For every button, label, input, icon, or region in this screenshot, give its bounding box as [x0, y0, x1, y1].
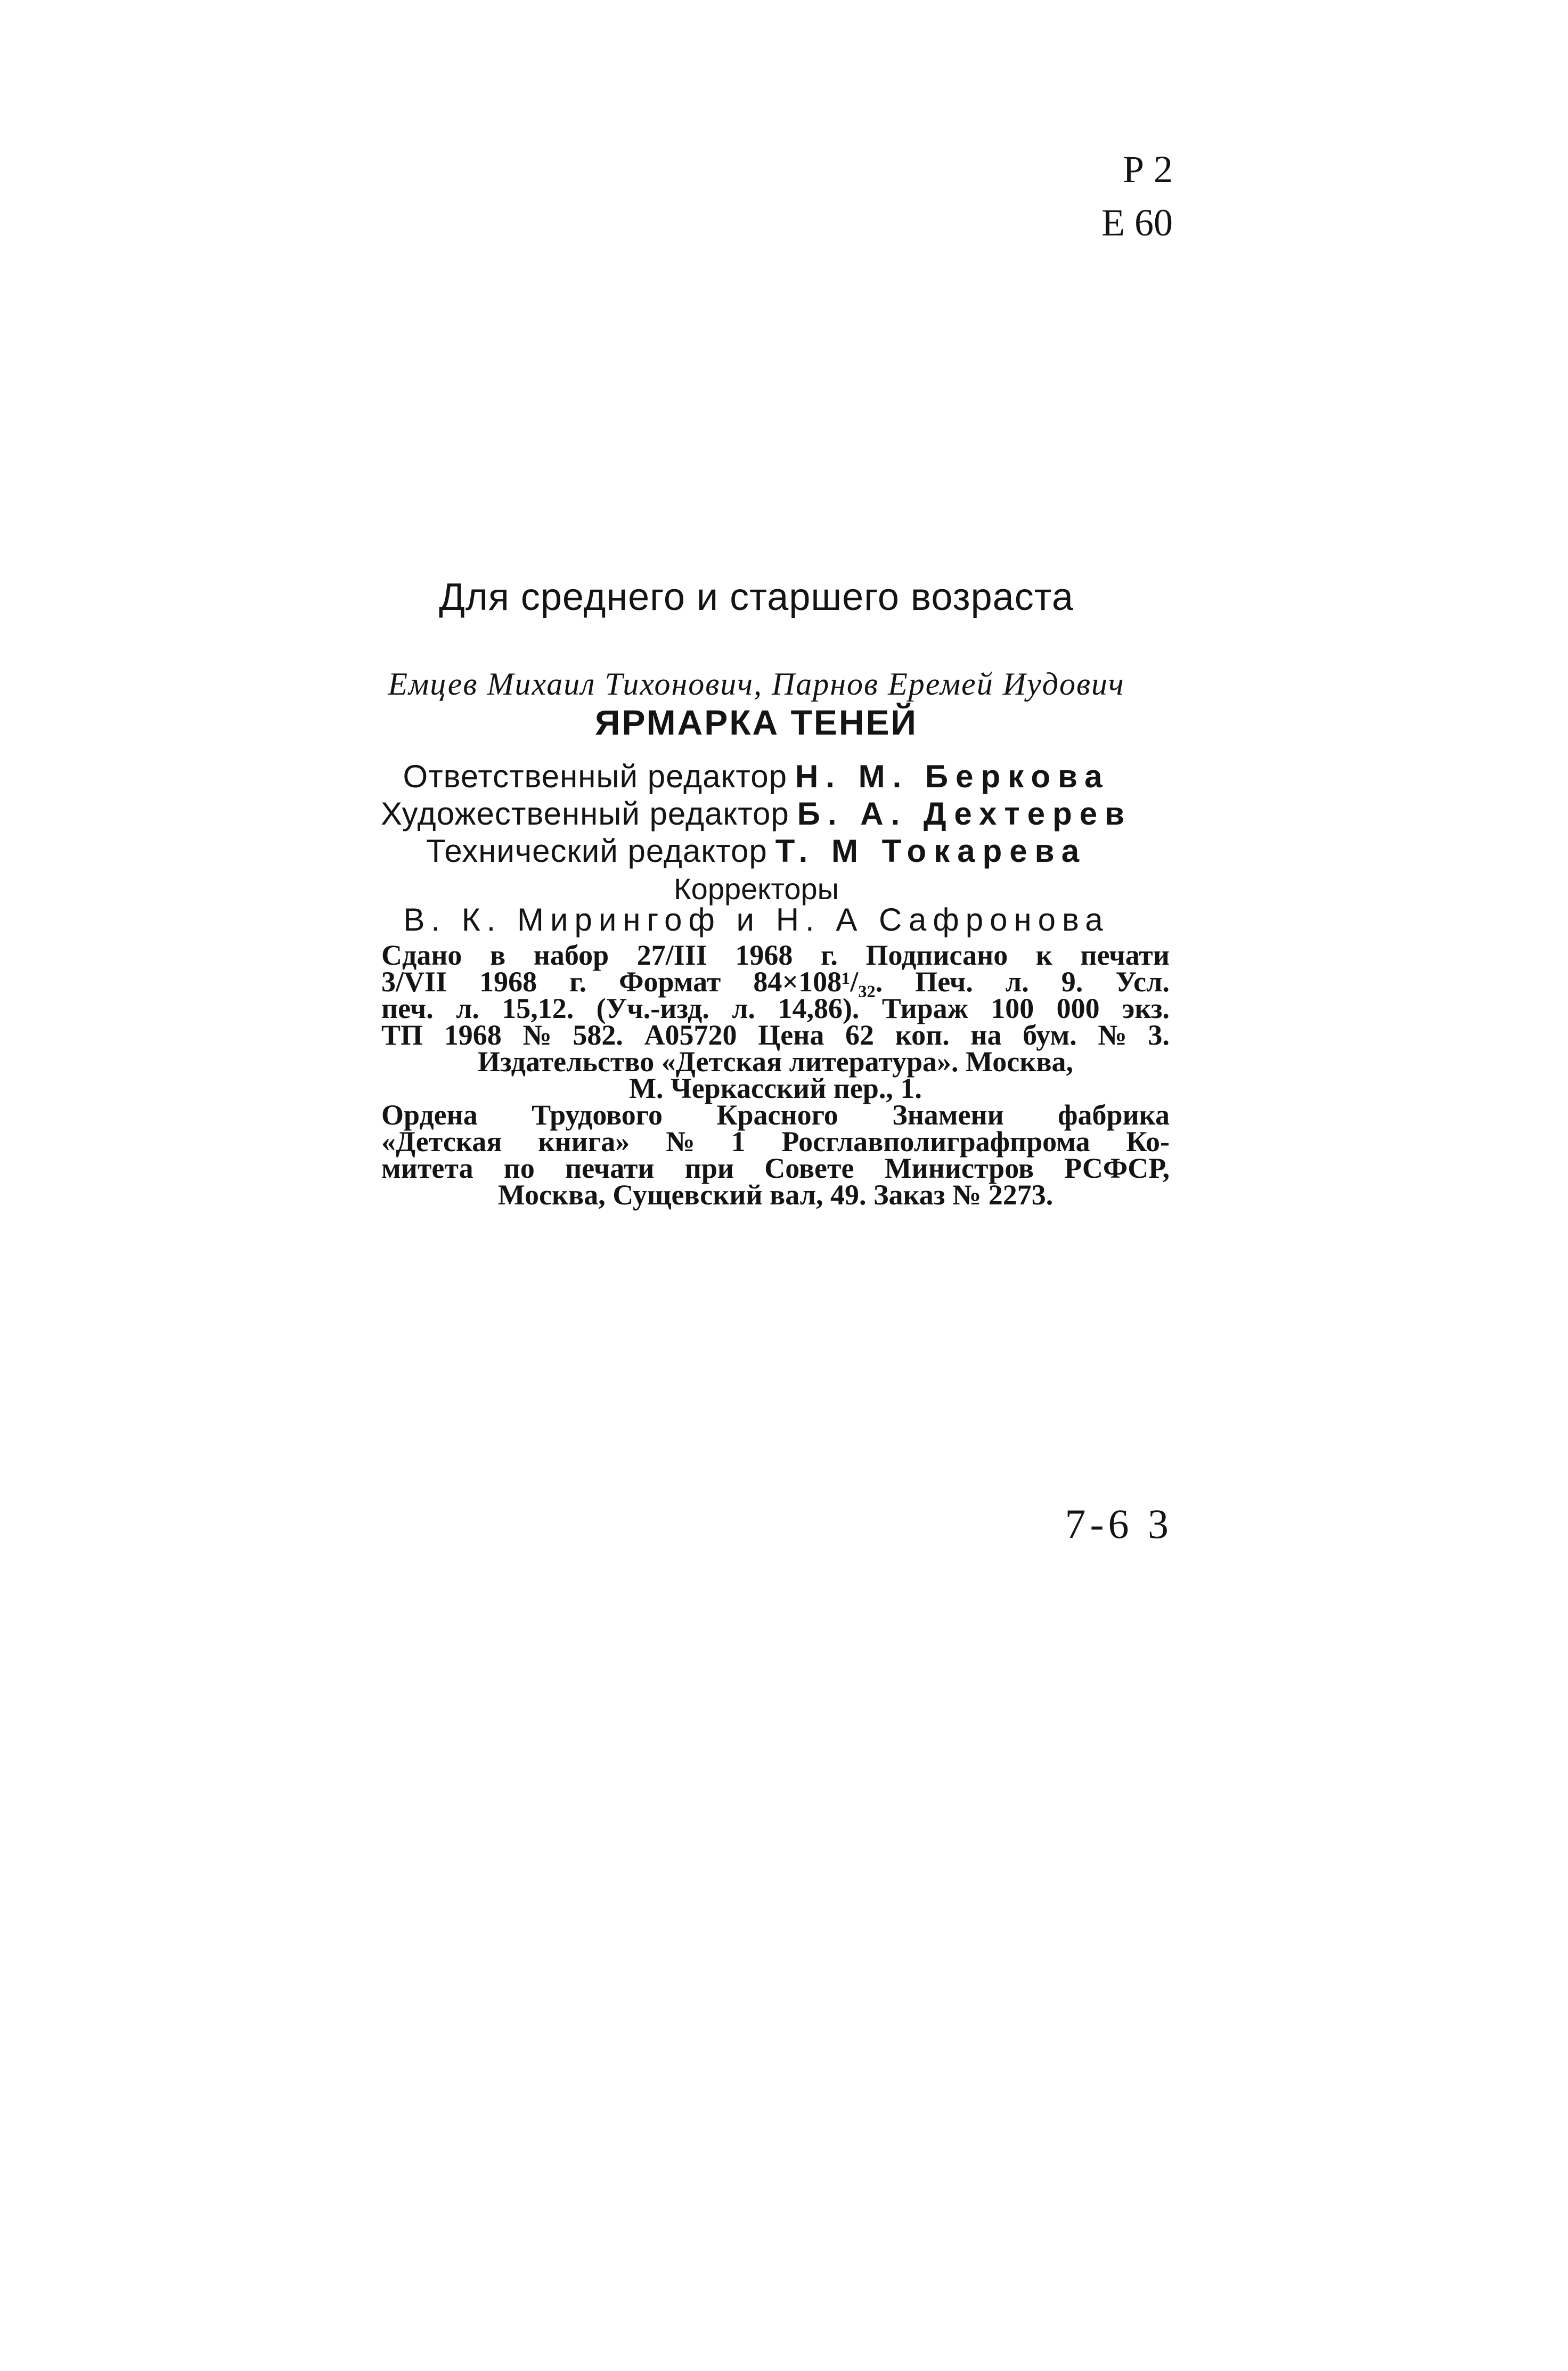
imprint-word: г. [820, 939, 838, 971]
imprint-word: экз. [1122, 992, 1170, 1024]
book-title: ЯРМАРКА ТЕНЕЙ [595, 703, 918, 742]
staff-person: Б. А. Дехтерев [797, 796, 1132, 832]
imprint-line [381, 966, 1170, 998]
imprint-word: печати [565, 1152, 655, 1184]
imprint-word: Знамени [892, 1099, 1004, 1131]
imprint-word: книга» [538, 1126, 630, 1158]
staff-role: Художественный редактор [380, 796, 789, 832]
staff-person: Н. М. Беркова [795, 759, 1110, 794]
imprint-line-text: Москва, Сущевский вал, 49. Заказ № 2273. [497, 1179, 1054, 1211]
imprint-word: 9. [1061, 966, 1083, 998]
imprint-word: 3/VII [381, 966, 447, 998]
imprint-line [381, 939, 1170, 971]
imprint-word: при [684, 1152, 734, 1184]
imprint-word: фабрика [1058, 1099, 1170, 1131]
imprint-word: 84×108¹/₃₂. [753, 966, 883, 998]
imprint-line-text: М. Черкасский пер., 1. [629, 1072, 922, 1104]
staff-line-art-editor [373, 798, 1140, 830]
imprint-word: № [1098, 1019, 1127, 1051]
imprint-word: «Детская [381, 1126, 502, 1158]
staff-line-technical-editor [373, 835, 1140, 867]
staff-person: Т. М Токарева [775, 833, 1087, 869]
imprint-word: л. [456, 992, 479, 1024]
imprint-word: Тираж [881, 992, 968, 1024]
imprint-line [381, 1152, 1170, 1184]
imprint-word: 27/III [636, 939, 707, 971]
imprint-word: Красного [716, 1099, 838, 1131]
staff-role: Ответственный редактор [403, 759, 787, 794]
imprint-word: Сдано [381, 939, 462, 971]
imprint-line [381, 992, 1170, 1024]
imprint-word: 1968 [444, 1019, 502, 1051]
imprint-block [381, 939, 1170, 1211]
imprint-word: Подписано [865, 939, 1008, 971]
classification-code-2: Е 60 [1101, 201, 1173, 244]
imprint-word: 15,12. [502, 992, 574, 1024]
age-note: Для среднего и старшего возраста [439, 576, 1074, 618]
imprint-word: печ. [381, 992, 434, 1024]
imprint-word: митета [381, 1152, 473, 1184]
imprint-word: в [490, 939, 506, 971]
imprint-word: 1 [731, 1126, 746, 1158]
imprint-word: 100 [991, 992, 1034, 1024]
imprint-word: 1968 [479, 966, 537, 998]
imprint-word: 582. [573, 1019, 623, 1051]
imprint-word: г. [569, 966, 587, 998]
imprint-line [381, 1019, 1170, 1051]
imprint-word: л. [1005, 966, 1029, 998]
imprint-word: Совете [764, 1152, 854, 1184]
imprint-word: Формат [619, 966, 721, 998]
footer-code: 7-6 3 [1065, 1501, 1173, 1547]
imprint-line [381, 1072, 1170, 1104]
imprint-word: Ордена [381, 1099, 478, 1131]
imprint-word: 14,86). [778, 992, 860, 1024]
imprint-word: Цена [758, 1019, 824, 1051]
imprint-word: Усл. [1115, 966, 1170, 998]
imprint-word: 1968 [735, 939, 793, 971]
imprint-word: набор [533, 939, 609, 971]
imprint-word: на [970, 1019, 1002, 1051]
imprint-line [381, 1099, 1170, 1131]
imprint-word: Ко- [1126, 1126, 1170, 1158]
proofreaders-names: В. К. Мирингоф и Н. А Сафронова [403, 902, 1109, 938]
imprint-word: по [503, 1152, 535, 1184]
imprint-word: № [666, 1126, 695, 1158]
staff-line-responsible-editor [373, 761, 1140, 793]
imprint-line [381, 1126, 1170, 1158]
imprint-line [381, 1046, 1170, 1078]
imprint-word: 62 [845, 1019, 875, 1051]
imprint-line [381, 1179, 1170, 1211]
classification-code-1: Р 2 [1122, 148, 1173, 191]
imprint-word: (Уч.-изд. [596, 992, 709, 1024]
imprint-word: бум. [1023, 1019, 1077, 1051]
imprint-word: печати [1080, 939, 1170, 971]
imprint-word: к [1035, 939, 1052, 971]
imprint-word: А05720 [644, 1019, 737, 1051]
imprint-word: Печ. [915, 966, 973, 998]
imprint-word: л. [732, 992, 756, 1024]
imprint-word: коп. [895, 1019, 950, 1051]
imprint-word: Росглавполиграфпрома [781, 1126, 1090, 1158]
imprint-line-text: Издательство «Детская литература». Москва, [477, 1046, 1074, 1078]
imprint-word: 000 [1056, 992, 1100, 1024]
imprint-word: 3. [1148, 1019, 1170, 1051]
imprint-word: Министров [884, 1152, 1034, 1184]
authors-line: Емцев Михаил Тихонович, Парнов Еремей Иудович [388, 666, 1125, 702]
imprint-word: РСФСР, [1064, 1152, 1170, 1184]
imprint-word: № [522, 1019, 552, 1051]
imprint-word: Трудового [532, 1099, 663, 1131]
proofreaders-label: Корректоры [674, 872, 839, 906]
staff-role: Технический редактор [426, 833, 767, 869]
imprint-word: ТП [381, 1019, 423, 1051]
